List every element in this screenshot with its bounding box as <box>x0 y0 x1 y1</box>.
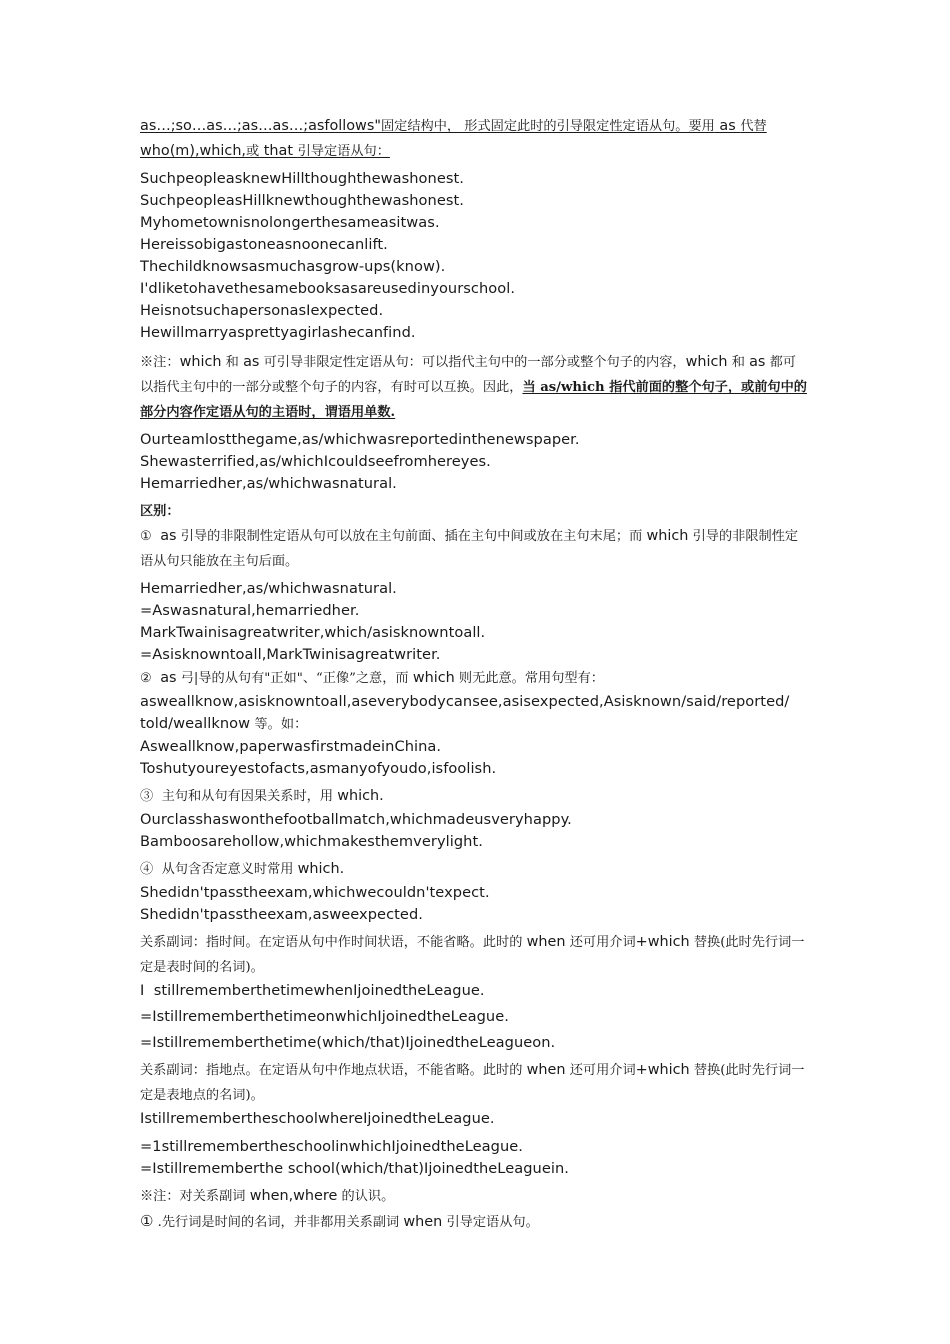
point-text: 引导的非限制性定语从句只能放在主句后面。 <box>140 529 799 569</box>
pattern-line: asweallknow,asisknowntoall,aseverybodycansee,asisexpected,Asisknown/said/reported/ <box>140 693 790 710</box>
point-text: which. <box>337 788 384 804</box>
example-sentence: Ourteamlostthegame,as/whichwasreportedinthenewspaper. <box>140 431 580 448</box>
intro-text: that <box>259 143 298 159</box>
example-sentence: =Istillrememberthetime(which/that)IjoinedtheLeagueon. <box>140 1034 556 1051</box>
examples-block-1 <box>140 168 808 344</box>
intro-paragraph <box>140 114 808 164</box>
point-text: which <box>412 670 455 686</box>
intro-text: 固定结构中， 形式固定此时的引导限定性定语从句。要用 <box>380 119 715 134</box>
examples-block-8 <box>140 1108 808 1130</box>
intro-text: 引导定语从句： <box>297 144 390 159</box>
note-text: 和 <box>221 355 244 370</box>
pattern-text: 等。如： <box>250 717 308 732</box>
examples-block-5 <box>140 809 808 853</box>
example-sentence: Ourclasshaswonthefootballmatch,whichmadeusveryhappy. <box>140 811 572 828</box>
examples-block-7 <box>140 980 808 1054</box>
note-text: as <box>243 354 260 370</box>
example-sentence: SuchpeopleasknewHillthoughthewashonest. <box>140 170 464 187</box>
example-sentence: Hemarriedher,as/whichwasnatural. <box>140 580 397 597</box>
note-text: 和 <box>727 355 750 370</box>
example-sentence: I'dliketohavethesamebooksasareusedinyourschool. <box>140 280 516 297</box>
where-note <box>140 1058 808 1108</box>
note-text: 替换(此时先行词一定是表地点的名词)。 <box>140 1063 805 1103</box>
example-sentence: =Aswasnatural,hemarriedher. <box>140 602 360 619</box>
example-sentence: I stillrememberthetimewhenIjoinedtheLeague. <box>140 982 485 999</box>
example-sentence: Hereissobigastoneasnoonecanlift. <box>140 236 388 253</box>
example-sentence: HeisnotsuchapersonasIexpected. <box>140 302 384 319</box>
examples-block-2 <box>140 429 808 495</box>
examples-block-3 <box>140 578 808 666</box>
note-text: which <box>179 354 222 370</box>
example-sentence: Hewillmarryasprettyagirlashecanfind. <box>140 324 416 341</box>
example-sentence: SuchpeopleasHillknewthoughthewashonest. <box>140 192 464 209</box>
point-2 <box>140 666 808 691</box>
point-text: 则无此意。常用句型有： <box>454 671 604 686</box>
note-text: 的认识。 <box>337 1189 395 1204</box>
note-text: 还可用介词 <box>565 1063 636 1078</box>
point-text: as <box>160 670 177 686</box>
note-text: 替换(此时先行词一定是表时间的名词)。 <box>140 935 805 975</box>
point-1 <box>140 524 808 574</box>
note-text: +which <box>635 1062 690 1078</box>
intro-text: as <box>714 118 741 134</box>
note-paragraph-2 <box>140 1184 808 1209</box>
example-sentence: IstillremembertheschoolwhereIjoinedtheLeague. <box>140 1110 495 1127</box>
example-sentence: Toshutyoureyestofacts,asmanyofyoudo,isfoolish. <box>140 760 497 777</box>
note-paragraph-1 <box>140 350 808 425</box>
note-text: ※注： <box>140 355 180 370</box>
point-number: ② <box>140 671 152 686</box>
section-label-difference: 区别： <box>140 504 180 519</box>
example-sentence: Shedidn'tpasstheexam,asweexpected. <box>140 906 423 923</box>
example-sentence: =Asisknowntoall,MarkTwinisagreatwriter. <box>140 646 441 663</box>
when-note <box>140 930 808 980</box>
point-number: ① <box>140 1212 154 1230</box>
point-text: 主句和从句有因果关系时，用 <box>161 789 338 804</box>
document-page <box>140 114 808 1235</box>
point-text: as <box>160 528 177 544</box>
point-text: 从句含否定意义时常用 <box>161 862 298 877</box>
point-text: 引导定语从句。 <box>442 1215 539 1230</box>
note-text: when <box>526 1062 566 1078</box>
point-number: ① <box>140 529 152 544</box>
example-sentence: Shedidn'tpasstheexam,whichwecouldn'texpect. <box>140 884 490 901</box>
example-sentence: Asweallknow,paperwasfirstmadeinChina. <box>140 738 442 755</box>
point-5 <box>140 1209 808 1235</box>
example-sentence: Hemarriedher,as/whichwasnatural. <box>140 475 397 492</box>
examples-block-6 <box>140 882 808 926</box>
note-text: when,where <box>249 1188 338 1204</box>
point-text: 弓|导的从句有"正如"、“正像”之意，而 <box>176 671 413 686</box>
note-text: +which <box>635 934 690 950</box>
point-text: which <box>646 528 689 544</box>
point-text: which. <box>297 861 345 877</box>
note-text: which <box>685 354 728 370</box>
point-text: .先行词是时间的名词，并非都用关系副词 <box>153 1215 404 1230</box>
example-sentence: =Istillrememberthe school(which/that)IjoinedtheLeaguein. <box>140 1160 569 1177</box>
point-3 <box>140 784 808 809</box>
pattern-list <box>140 691 808 736</box>
note-emphasis: 当 as/which 指代前面的整个句子，或前句中的部分内容作定语从句的主语时，谓语用单数. <box>140 380 807 420</box>
point-text: 引导的非限制性定语从句可以放在主句前面、插在主句中间或放在主句末尾；而 <box>176 529 647 544</box>
note-text: 关系副词：指地点。在定语从句中作地点状语，不能省略。此时的 <box>140 1063 527 1078</box>
note-text: 都可以指代主句中的一部分或整个句子的内容，有时可以互换。因此， <box>140 355 796 395</box>
pattern-text: told/weallknow <box>140 715 251 732</box>
example-sentence: =IstillrememberthetimeonwhichIjoinedtheLeague. <box>140 1008 509 1025</box>
example-sentence: Myhometownisnolongerthesameasitwas. <box>140 214 440 231</box>
note-text: 还可用介词 <box>565 935 636 950</box>
intro-text: as…;so…as…;as…as…;asfollows" <box>140 118 381 134</box>
point-number: ④ <box>140 862 154 877</box>
note-text: when <box>526 934 566 950</box>
intro-text: 或 <box>246 144 260 159</box>
note-text: 关系副词：指时间。在定语从句中作时间状语，不能省略。此时的 <box>140 935 527 950</box>
note-text: 可引导非限定性定语从句：可以指代主句中的一部分或整个句子的内容， <box>259 355 686 370</box>
example-sentence: MarkTwainisagreatwriter,which/asisknowntoall. <box>140 624 486 641</box>
example-sentence: =1stillremembertheschoolinwhichIjoinedtheLeague. <box>140 1138 523 1155</box>
note-text: as <box>749 354 766 370</box>
intro-text: who(m),which, <box>140 143 247 159</box>
examples-block-9 <box>140 1136 808 1180</box>
point-4 <box>140 857 808 882</box>
example-sentence: Shewasterrified,as/whichIcouldseefromhereyes. <box>140 453 491 470</box>
example-sentence: Bamboosarehollow,whichmakesthemverylight. <box>140 833 483 850</box>
note-text: ※注：对关系副词 <box>140 1189 250 1204</box>
examples-block-4 <box>140 736 808 780</box>
point-text: when <box>403 1214 443 1230</box>
point-number: ③ <box>140 789 154 804</box>
pattern-line <box>140 713 808 736</box>
example-sentence: Thechildknowsasmuchasgrow-ups(know). <box>140 258 446 275</box>
intro-text: 代替 <box>740 119 767 134</box>
